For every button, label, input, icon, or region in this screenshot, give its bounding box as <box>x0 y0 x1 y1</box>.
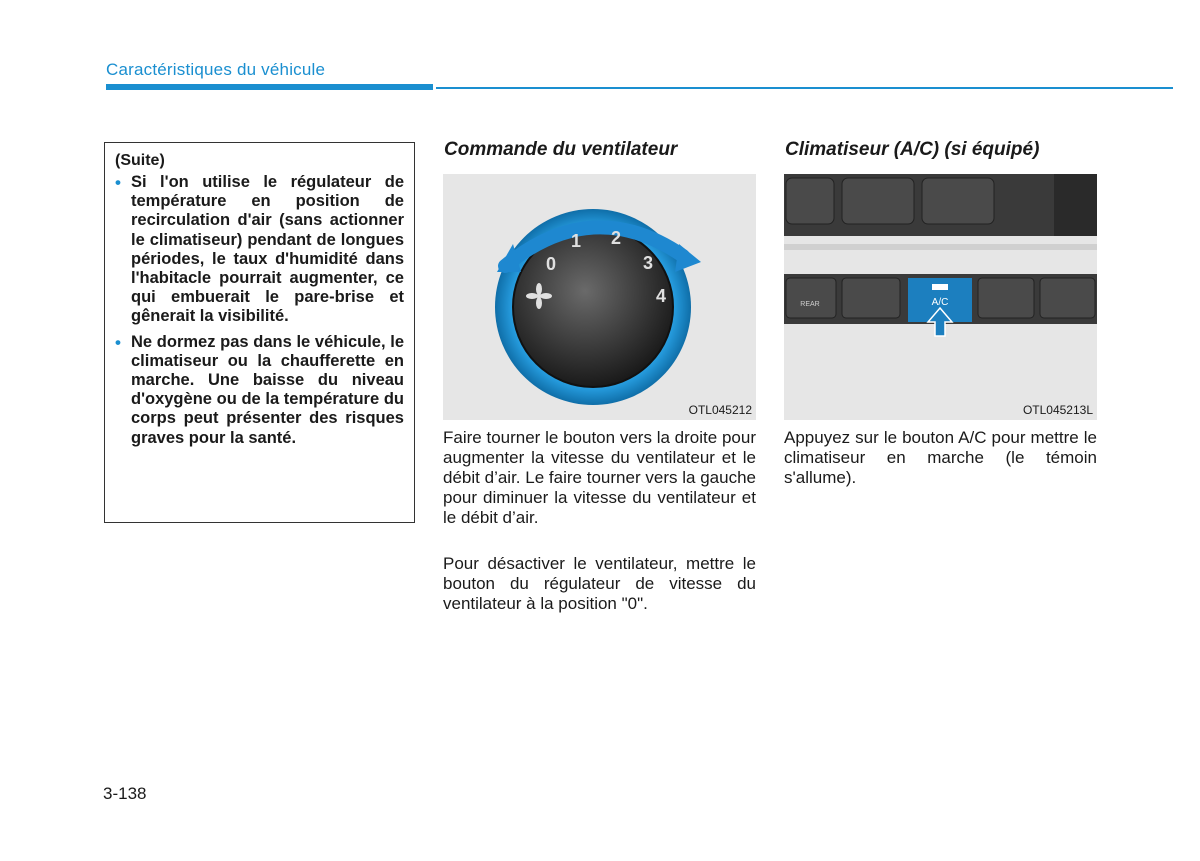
ac-paragraph: Appuyez sur le bouton A/C pour mettre le climatiseur en marche (le témoin s'allume). <box>784 428 1097 487</box>
caution-item-text: Ne dormez pas dans le véhicule, le climatiseur ou la chaufferette en marche. Une baisse du niveau d'oxygène ou de la température du corps peut présenter des risques graves pour la santé. <box>131 332 404 447</box>
knob-label-3: 3 <box>643 253 654 273</box>
ac-figure <box>784 174 1097 420</box>
knob-label-1: 1 <box>571 231 582 251</box>
caution-heading: (Suite) <box>115 152 165 169</box>
knob-label-0: 0 <box>546 254 557 274</box>
fan-paragraph: Pour désactiver le ventilateur, mettre le bouton du régulateur de vitesse du ventilateur à la position "0". <box>443 554 756 613</box>
header-rule-thick <box>106 84 433 90</box>
bullet-icon: • <box>115 173 121 192</box>
indicator-light-icon <box>932 284 948 290</box>
header-rule-thin <box>436 87 1173 89</box>
vent-buttons-row <box>786 178 994 224</box>
caution-item-text: Si l'on utilise le régulateur de température en position de recirculation d'air (sans actionner le climatiseur) pendant de longues périodes, le taux d'humidité dans l'habitacle pourrait augmenter, ce qui embuerait le pare-brise et gênerait la visibilité. <box>131 173 404 326</box>
ac-section-title: Climatiseur (A/C) (si équipé) <box>785 139 1040 160</box>
rear-button-label: REAR <box>800 301 820 308</box>
figure-code: OTL045213L <box>1022 403 1093 417</box>
fan-section-title: Commande du ventilateur <box>444 139 678 160</box>
knob-label-2: 2 <box>611 228 622 248</box>
caution-item <box>115 173 404 327</box>
caution-list <box>115 173 404 448</box>
bullet-icon: • <box>115 332 121 352</box>
fan-knob-illustration <box>443 174 756 420</box>
caution-box <box>104 142 415 523</box>
ac-panel-illustration <box>784 174 1097 420</box>
ac-button-label: A/C <box>931 297 949 308</box>
fan-figure <box>443 174 756 420</box>
fan-paragraph: Faire tourner le bouton vers la droite pour augmenter la vitesse du ventilateur et le débit d’air. Le faire tourner vers la gauche pour diminuer la vitesse du ventilateur et le débit d’air. <box>443 428 756 527</box>
figure-code: OTL045212 <box>688 403 752 417</box>
caution-item <box>115 333 404 448</box>
knob-label-4: 4 <box>656 286 667 306</box>
header-section-title: Caractéristiques du véhicule <box>106 60 326 79</box>
page-number: 3-138 <box>103 784 147 803</box>
